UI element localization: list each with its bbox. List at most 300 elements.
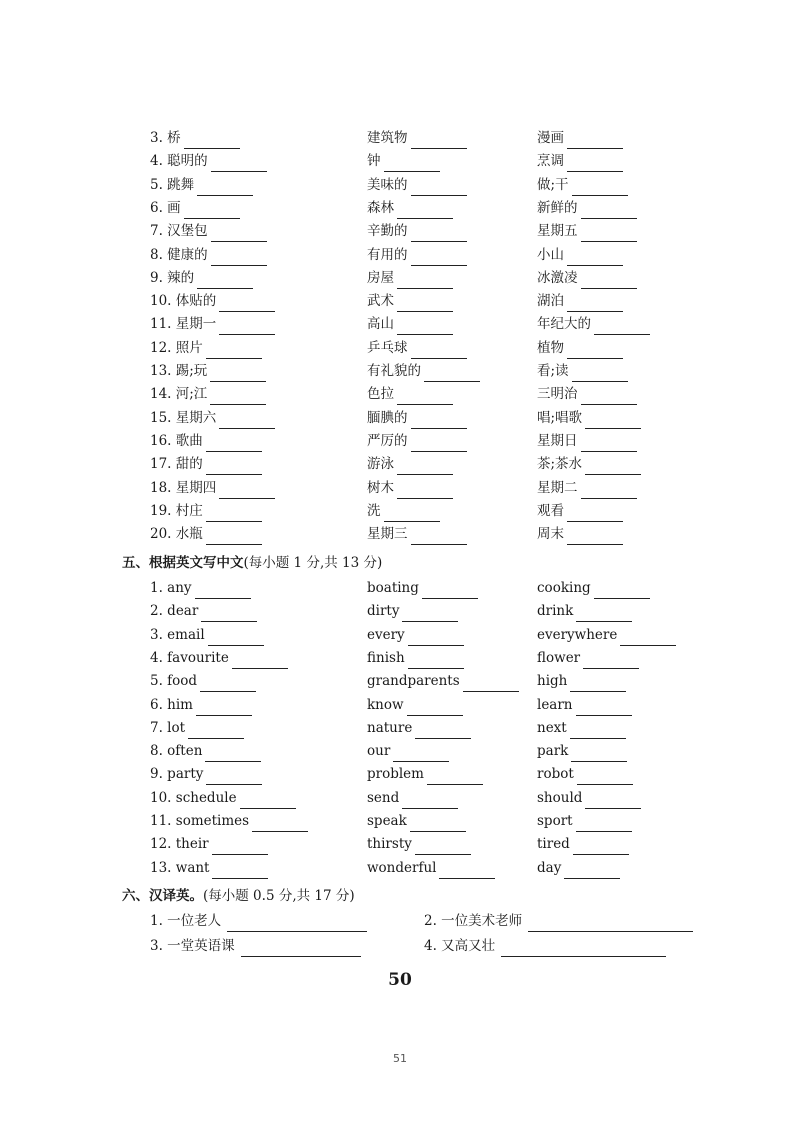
vocab-word: 15. 星期六: [150, 409, 217, 426]
vocab-item: [537, 810, 632, 832]
vocab-item: [150, 833, 268, 855]
vocab-word: should: [537, 789, 583, 806]
vocab-word: 11. 星期一: [150, 316, 217, 333]
vocab-item: [367, 857, 495, 879]
vocab-word: 10. 体贴的: [150, 293, 217, 310]
vocab-item: [150, 174, 253, 196]
vocab-item: [150, 694, 252, 716]
vocab-item: [367, 453, 453, 475]
vocab-row: [0, 383, 800, 405]
answer-blank[interactable]: [205, 746, 261, 762]
vocab-word: 高山: [367, 316, 394, 333]
vocab-word: nature: [367, 719, 413, 736]
answer-blank[interactable]: [585, 793, 641, 809]
vocab-item: [367, 383, 453, 405]
section-5-title: [122, 553, 382, 573]
vocab-word: know: [367, 696, 404, 713]
vocab-item: [367, 197, 453, 219]
answer-blank[interactable]: [219, 296, 275, 312]
vocab-item: [537, 383, 637, 405]
vocab-item: [150, 857, 268, 879]
vocab-word: speak: [367, 813, 407, 829]
vocab-item: [367, 763, 483, 785]
answer-blank[interactable]: [206, 343, 262, 359]
answer-blank[interactable]: [211, 226, 267, 242]
vocab-item: [150, 577, 251, 599]
vocab-item: [150, 267, 253, 289]
vocab-word: 3. email: [150, 626, 205, 643]
vocab-word: 1. any: [150, 580, 192, 596]
vocab-item: [150, 197, 240, 219]
vocab-item: [537, 174, 628, 196]
answer-blank[interactable]: [397, 203, 453, 219]
vocab-item: [367, 670, 519, 692]
vocab-word: 做;干: [537, 176, 569, 193]
answer-blank[interactable]: [219, 483, 275, 499]
vocab-word: every: [367, 626, 405, 643]
phrase-item: [150, 935, 361, 957]
vocab-item: [150, 500, 262, 522]
vocab-word: 乒乓球: [367, 339, 408, 356]
vocab-word: 9. 辣的: [150, 269, 195, 286]
answer-blank[interactable]: [211, 250, 267, 266]
answer-blank[interactable]: [585, 413, 641, 429]
answer-blank[interactable]: [212, 839, 268, 855]
vocab-word: 6. 画: [150, 199, 181, 216]
vocab-item: [537, 407, 641, 429]
answer-blank[interactable]: [567, 156, 623, 172]
answer-blank[interactable]: [581, 436, 637, 452]
answer-blank[interactable]: [567, 506, 623, 522]
vocab-item: [367, 787, 458, 809]
answer-blank[interactable]: [197, 273, 253, 289]
vocab-word: 建筑物: [367, 130, 408, 146]
answer-blank[interactable]: [576, 700, 632, 716]
vocab-word: 湖泊: [537, 293, 564, 310]
answer-blank[interactable]: [397, 389, 453, 405]
section-5-score-note: (每小题 1 分,共 13 分): [243, 555, 383, 571]
answer-blank[interactable]: [594, 583, 650, 599]
vocab-word: 色拉: [367, 386, 394, 403]
phrase-item: [424, 910, 693, 932]
vocab-item: [537, 313, 650, 335]
vocab-item: [367, 647, 464, 669]
vocab-word: 树木: [367, 479, 394, 496]
translation-row: [0, 810, 800, 832]
vocab-row: [0, 360, 800, 382]
vocab-item: [367, 220, 467, 242]
answer-blank[interactable]: [415, 839, 471, 855]
vocab-word: 星期五: [537, 223, 578, 240]
vocab-item: [367, 127, 467, 149]
vocab-word: 11. sometimes: [150, 813, 250, 829]
vocab-word: robot: [537, 766, 574, 783]
vocab-word: 武术: [367, 293, 394, 310]
vocab-row: [0, 290, 800, 312]
answer-blank[interactable]: [241, 941, 361, 957]
vocab-item: [367, 313, 453, 335]
vocab-item: [537, 670, 626, 692]
translation-row: [0, 833, 800, 855]
vocab-item: [367, 600, 458, 622]
answer-blank[interactable]: [402, 793, 458, 809]
answer-blank[interactable]: [196, 700, 252, 716]
vocab-word: 观看: [537, 502, 564, 519]
vocab-word: boating: [367, 580, 419, 596]
vocab-item: [150, 360, 266, 382]
vocab-word: 17. 甜的: [150, 456, 203, 473]
vocab-word: 茶;茶水: [537, 456, 583, 473]
vocab-word: 钟: [367, 153, 381, 170]
vocab-word: 星期日: [537, 432, 578, 449]
answer-blank[interactable]: [188, 723, 244, 739]
vocab-word: grandparents: [367, 673, 460, 690]
vocab-row: [0, 174, 800, 196]
answer-blank[interactable]: [408, 630, 464, 646]
answer-blank[interactable]: [200, 676, 256, 692]
vocab-word: everywhere: [537, 626, 618, 643]
vocab-word: 10. schedule: [150, 789, 237, 806]
answer-blank[interactable]: [397, 273, 453, 289]
phrase-row: [0, 935, 800, 957]
vocab-word: 冰激凌: [537, 269, 578, 286]
vocab-item: [367, 694, 463, 716]
answer-blank[interactable]: [581, 203, 637, 219]
vocab-word: 新鲜的: [537, 199, 578, 216]
vocab-item: [537, 624, 676, 646]
answer-blank[interactable]: [620, 630, 676, 646]
phrase-text: 2. 一位美术老师: [424, 913, 523, 929]
answer-blank[interactable]: [184, 203, 240, 219]
vocab-word: 有礼貌的: [367, 363, 421, 379]
vocab-item: [367, 407, 467, 429]
vocab-item: [367, 267, 453, 289]
vocab-word: sport: [537, 813, 573, 829]
answer-blank[interactable]: [411, 250, 467, 266]
vocab-item: [537, 577, 650, 599]
answer-blank[interactable]: [594, 319, 650, 335]
vocab-word: our: [367, 743, 391, 760]
answer-blank[interactable]: [581, 273, 637, 289]
answer-blank[interactable]: [208, 630, 264, 646]
vocab-item: [150, 220, 267, 242]
vocab-item: [367, 833, 471, 855]
vocab-item: [537, 267, 637, 289]
vocab-item: [367, 523, 467, 545]
answer-blank[interactable]: [570, 723, 626, 739]
translation-row: [0, 717, 800, 739]
vocab-word: 8. 健康的: [150, 246, 208, 263]
translation-row: [0, 740, 800, 762]
answer-blank[interactable]: [206, 436, 262, 452]
answer-blank[interactable]: [583, 653, 639, 669]
vocab-item: [537, 600, 632, 622]
answer-blank[interactable]: [564, 863, 620, 879]
vocab-item: [367, 624, 464, 646]
answer-blank[interactable]: [567, 133, 623, 149]
vocab-item: [367, 500, 440, 522]
answer-blank[interactable]: [571, 746, 627, 762]
answer-blank[interactable]: [411, 226, 467, 242]
phrase-text: 4. 又高又壮: [424, 938, 496, 954]
answer-blank[interactable]: [411, 529, 467, 545]
answer-blank[interactable]: [567, 250, 623, 266]
vocab-item: [537, 763, 633, 785]
answer-blank[interactable]: [408, 653, 464, 669]
answer-blank[interactable]: [463, 676, 519, 692]
answer-blank[interactable]: [384, 506, 440, 522]
vocab-word: next: [537, 719, 567, 736]
vocab-word: 9. party: [150, 766, 204, 783]
answer-blank[interactable]: [206, 769, 262, 785]
vocab-item: [150, 244, 267, 266]
vocab-word: 星期二: [537, 479, 578, 496]
vocab-word: high: [537, 673, 568, 690]
vocab-word: 年纪大的: [537, 316, 591, 333]
vocab-word: 植物: [537, 339, 564, 356]
vocab-word: park: [537, 743, 569, 760]
vocab-word: 13. want: [150, 859, 210, 876]
translation-row: [0, 670, 800, 692]
answer-blank[interactable]: [570, 676, 626, 692]
answer-blank[interactable]: [577, 769, 633, 785]
vocab-item: [537, 787, 641, 809]
answer-blank[interactable]: [576, 606, 632, 622]
answer-blank[interactable]: [422, 583, 478, 599]
vocab-row: [0, 523, 800, 545]
answer-blank[interactable]: [212, 863, 268, 879]
vocab-item: [537, 337, 623, 359]
vocab-word: 4. favourite: [150, 649, 229, 666]
answer-blank[interactable]: [397, 459, 453, 475]
answer-blank[interactable]: [411, 413, 467, 429]
vocab-word: 7. lot: [150, 719, 186, 736]
vocab-word: finish: [367, 649, 405, 666]
answer-blank[interactable]: [184, 133, 240, 149]
answer-blank[interactable]: [411, 343, 467, 359]
vocab-row: [0, 337, 800, 359]
answer-blank[interactable]: [197, 180, 253, 196]
translation-row: [0, 694, 800, 716]
vocab-word: problem: [367, 766, 424, 783]
vocab-word: 洗: [367, 502, 381, 519]
section-5-heading: 五、根据英文写中文: [122, 555, 244, 571]
vocab-item: [150, 787, 296, 809]
vocab-row: [0, 127, 800, 149]
vocab-word: thirsty: [367, 836, 412, 853]
vocab-word: 13. 踢;玩: [150, 363, 208, 379]
answer-blank[interactable]: [397, 483, 453, 499]
translation-row: [0, 577, 800, 599]
vocab-word: 三明治: [537, 386, 578, 403]
answer-blank[interactable]: [411, 180, 467, 196]
phrase-item: [150, 910, 367, 932]
vocab-item: [150, 453, 262, 475]
vocab-item: [537, 150, 623, 172]
vocab-word: day: [537, 859, 562, 876]
vocab-item: [150, 150, 267, 172]
answer-blank[interactable]: [232, 653, 288, 669]
vocab-item: [537, 430, 637, 452]
answer-blank[interactable]: [219, 319, 275, 335]
answer-blank[interactable]: [384, 156, 440, 172]
vocab-item: [150, 477, 275, 499]
answer-blank[interactable]: [415, 723, 471, 739]
vocab-item: [537, 220, 637, 242]
vocab-word: tired: [537, 836, 570, 853]
translation-row: [0, 857, 800, 879]
section-6-title: [122, 886, 355, 906]
vocab-item: [537, 360, 628, 382]
answer-blank[interactable]: [501, 941, 666, 957]
vocab-item: [537, 857, 620, 879]
vocab-item: [150, 670, 256, 692]
vocab-word: 森林: [367, 199, 394, 216]
vocab-item: [537, 717, 626, 739]
vocab-word: 腼腆的: [367, 409, 408, 426]
vocab-word: 5. 跳舞: [150, 176, 195, 193]
vocab-word: 星期三: [367, 526, 408, 543]
answer-blank[interactable]: [411, 133, 467, 149]
answer-blank[interactable]: [227, 916, 367, 932]
vocab-word: 7. 汉堡包: [150, 223, 208, 240]
answer-blank[interactable]: [585, 459, 641, 475]
vocab-word: 辛勤的: [367, 223, 408, 240]
vocab-word: 12. 照片: [150, 339, 203, 356]
vocab-item: [537, 500, 623, 522]
vocab-row: [0, 244, 800, 266]
vocab-item: [150, 127, 240, 149]
answer-blank[interactable]: [424, 366, 480, 382]
vocab-word: cooking: [537, 580, 591, 596]
answer-blank[interactable]: [581, 389, 637, 405]
answer-blank[interactable]: [240, 793, 296, 809]
vocab-item: [537, 453, 641, 475]
vocab-item: [367, 174, 467, 196]
vocab-word: 漫画: [537, 130, 564, 146]
section-6-score-note: (每小题 0.5 分,共 17 分): [203, 888, 355, 904]
answer-blank[interactable]: [210, 389, 266, 405]
vocab-word: 游泳: [367, 456, 394, 473]
vocab-word: 小山: [537, 246, 564, 263]
vocab-word: 5. food: [150, 673, 198, 690]
vocab-item: [150, 763, 262, 785]
vocab-item: [150, 430, 262, 452]
answer-blank[interactable]: [201, 606, 257, 622]
answer-blank[interactable]: [206, 529, 262, 545]
answer-blank[interactable]: [528, 916, 693, 932]
vocab-word: 看;读: [537, 363, 569, 379]
vocab-item: [367, 477, 453, 499]
vocab-word: 6. him: [150, 696, 193, 713]
vocab-word: 3. 桥: [150, 130, 181, 146]
vocab-item: [537, 694, 632, 716]
vocab-item: [367, 290, 453, 312]
answer-blank[interactable]: [195, 583, 251, 599]
vocab-word: 房屋: [367, 269, 394, 286]
vocab-item: [537, 647, 639, 669]
answer-blank[interactable]: [427, 769, 483, 785]
vocab-row: [0, 453, 800, 475]
answer-blank[interactable]: [219, 413, 275, 429]
answer-blank[interactable]: [410, 816, 466, 832]
answer-blank[interactable]: [573, 839, 629, 855]
vocab-word: drink: [537, 603, 574, 620]
answer-blank[interactable]: [402, 606, 458, 622]
vocab-item: [367, 244, 467, 266]
answer-blank[interactable]: [581, 226, 637, 242]
answer-blank[interactable]: [397, 296, 453, 312]
answer-blank[interactable]: [252, 816, 308, 832]
vocab-word: send: [367, 789, 400, 806]
vocab-item: [150, 383, 266, 405]
answer-blank[interactable]: [210, 366, 266, 382]
vocab-word: 18. 星期四: [150, 479, 217, 496]
vocab-word: learn: [537, 696, 573, 713]
answer-blank[interactable]: [572, 366, 628, 382]
vocab-word: 14. 河;江: [150, 386, 208, 403]
vocab-item: [150, 740, 261, 762]
vocab-item: [367, 430, 467, 452]
vocab-item: [150, 290, 275, 312]
answer-blank[interactable]: [567, 529, 623, 545]
vocab-word: 美味的: [367, 176, 408, 193]
vocab-word: 周末: [537, 526, 564, 543]
vocab-item: [537, 523, 623, 545]
phrase-text: 3. 一堂英语课: [150, 938, 235, 954]
answer-blank[interactable]: [393, 746, 449, 762]
vocab-word: 20. 水瓶: [150, 526, 203, 543]
answer-blank[interactable]: [567, 296, 623, 312]
vocab-item: [150, 337, 262, 359]
vocab-word: 12. their: [150, 836, 209, 853]
vocab-row: [0, 197, 800, 219]
vocab-item: [537, 740, 627, 762]
vocab-item: [150, 523, 262, 545]
vocab-row: [0, 407, 800, 429]
answer-blank[interactable]: [567, 343, 623, 359]
answer-blank[interactable]: [576, 816, 632, 832]
answer-blank[interactable]: [397, 319, 453, 335]
vocab-item: [537, 833, 629, 855]
scan-page-number: 51: [393, 1052, 407, 1065]
vocab-item: [537, 290, 623, 312]
answer-blank[interactable]: [211, 156, 267, 172]
vocab-word: 4. 聪明的: [150, 153, 208, 170]
vocab-item: [150, 407, 275, 429]
vocab-item: [367, 337, 467, 359]
answer-blank[interactable]: [206, 506, 262, 522]
translation-row: [0, 763, 800, 785]
answer-blank[interactable]: [411, 436, 467, 452]
answer-blank[interactable]: [407, 700, 463, 716]
vocab-item: [537, 477, 637, 499]
phrase-text: 1. 一位老人: [150, 913, 222, 929]
vocab-word: 2. dear: [150, 603, 199, 620]
vocab-word: 19. 村庄: [150, 502, 203, 519]
answer-blank[interactable]: [572, 180, 628, 196]
vocab-word: flower: [537, 649, 581, 666]
vocab-word: 8. often: [150, 743, 203, 760]
answer-blank[interactable]: [439, 863, 495, 879]
vocab-item: [367, 577, 478, 599]
translation-row: [0, 600, 800, 622]
answer-blank[interactable]: [206, 459, 262, 475]
section-6-heading: 六、汉译英。: [122, 888, 203, 904]
vocab-word: 16. 歌曲: [150, 432, 203, 449]
vocab-item: [150, 717, 244, 739]
answer-blank[interactable]: [581, 483, 637, 499]
